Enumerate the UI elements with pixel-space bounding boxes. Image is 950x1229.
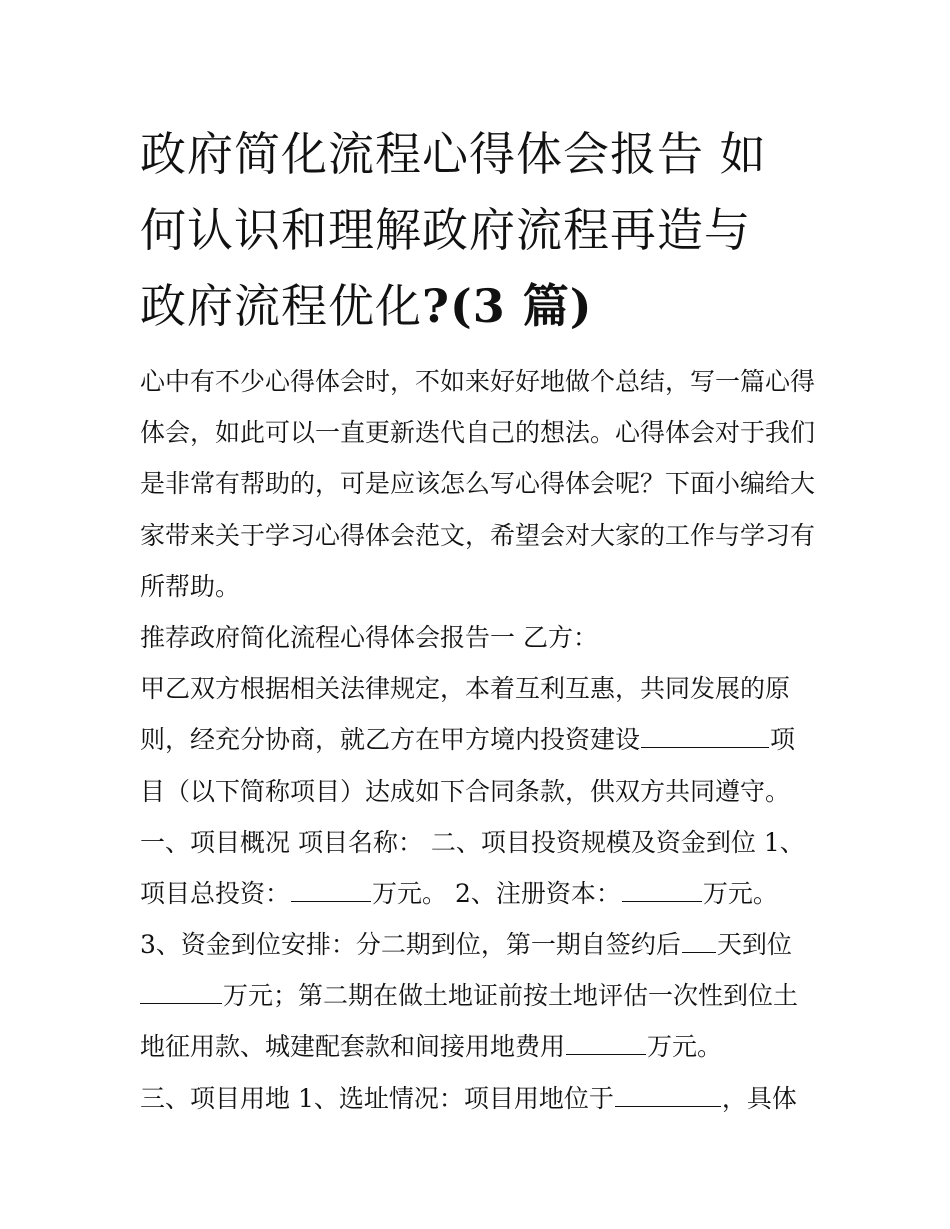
blank-registered-capital <box>622 879 702 902</box>
contract-line-6 <box>140 919 820 970</box>
blank-first-phase-amount <box>140 981 222 1004</box>
title-line-2: 何认识和理解政府流程再造与 <box>140 203 751 257</box>
contract-line-5-suffix: 万元。 <box>702 878 778 908</box>
title-line-3 <box>140 268 820 344</box>
contract-line-5-mid: 万元。 2、注册资本： <box>372 878 621 908</box>
contract-line-6-suffix: 天到位 <box>716 930 792 960</box>
title-line-3-text: 政府流程优化 <box>140 279 422 333</box>
intro-line-2: 体会，如此可以一直更新迭代自己的想法。心得体会对于我们 <box>140 418 816 448</box>
intro-line-4: 家带来关于学习心得体会范文，希望会对大家的工作与学习有 <box>140 520 816 550</box>
contract-line-3: 目（以下简称项目）达成如下合同条款，供双方共同遵守。 <box>140 776 791 806</box>
contract-line-8 <box>140 1021 820 1072</box>
intro-line-5: 所帮助。 <box>140 571 241 601</box>
contract-line-4: 一、项目概况 项目名称： 二、项目投资规模及资金到位 1、 <box>140 827 805 857</box>
blank-land-fees <box>566 1032 646 1055</box>
contract-line-2-suffix: 项 <box>770 725 796 755</box>
contract-line-9 <box>140 1073 820 1124</box>
contract-line-7-text: 万元；第二期在做土地证前按土地评估一次性到位土 <box>223 981 799 1011</box>
contract-line-9-text: 三、项目用地 1、选址情况：项目用地位于 <box>140 1083 614 1113</box>
document-title <box>140 116 820 344</box>
blank-project-name <box>641 725 769 748</box>
contract-line-9-suffix: ，具体 <box>721 1083 797 1113</box>
contract-line-2 <box>140 714 820 765</box>
intro-line-1: 心中有不少心得体会时，不如来好好地做个总结，写一篇心得 <box>140 367 816 396</box>
title-line-3-suffix: ?(3 篇) <box>422 279 593 333</box>
blank-days <box>682 930 716 953</box>
title-line-1: 政府简化流程心得体会报告 如 <box>140 127 767 181</box>
contract-line-7 <box>140 970 820 1021</box>
contract-line-8-suffix: 万元。 <box>647 1032 723 1062</box>
contract-line-1: 甲乙双方根据相关法律规定，本着互利互惠，共同发展的原 <box>140 674 791 704</box>
intro-line-3: 是非常有帮助的，可是应该怎么写心得体会呢？下面小编给大 <box>140 469 816 499</box>
contract-line-5 <box>140 868 820 919</box>
contract-line-8-text: 地征用款、城建配套款和间接用地费用 <box>140 1032 566 1062</box>
blank-total-investment <box>291 879 371 902</box>
contract-line-2-text: 则，经充分协商，就乙方在甲方境内投资建设 <box>140 725 641 755</box>
contract-line-5-text: 项目总投资： <box>140 878 291 908</box>
section-heading: 推荐政府简化流程心得体会报告一 乙方： <box>140 622 598 652</box>
blank-site-location <box>615 1084 721 1107</box>
document-body <box>140 356 820 1124</box>
contract-line-6-text: 3、资金到位安排：分二期到位，第一期自签约后 <box>140 930 681 960</box>
